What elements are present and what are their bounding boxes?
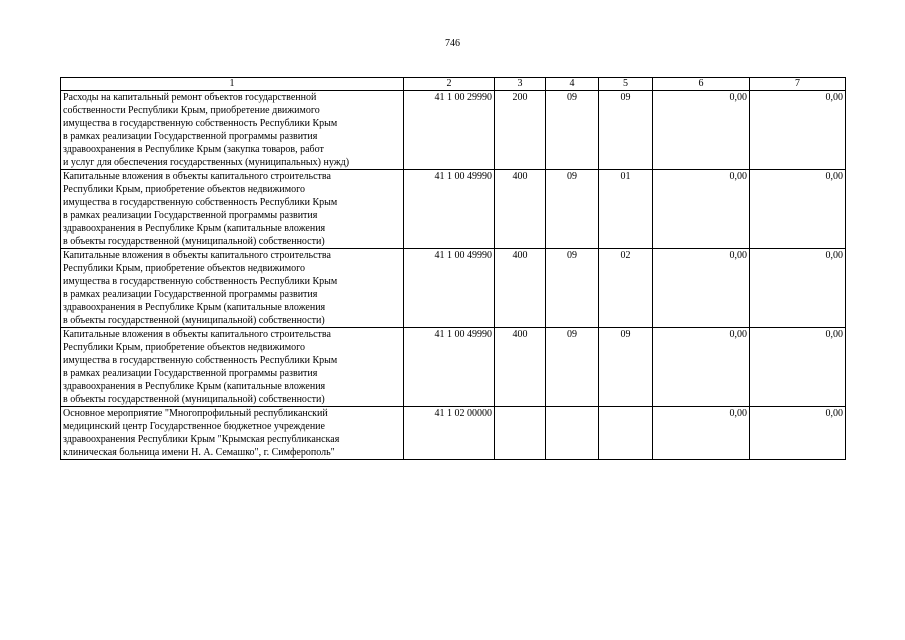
row-amount-col6: 0,00 (653, 91, 750, 170)
row-subsection: 02 (599, 249, 653, 328)
column-header-4: 4 (546, 78, 599, 91)
row-target-code: 41 1 00 29990 (404, 91, 495, 170)
row-expense-type: 400 (495, 249, 546, 328)
row-target-code: 41 1 02 00000 (404, 407, 495, 460)
column-header-6: 6 (653, 78, 750, 91)
row-description: Основное мероприятие "Многопрофильный республиканский медицинский центр Государственное бюджетное учреждение здравоохранения Республики Крым "Крымская республиканская клиническая больница имени Н. А. Семашко", г. Симферополь" (61, 407, 404, 460)
row-amount-col7: 0,00 (750, 249, 846, 328)
page-number: 746 (445, 38, 460, 49)
table-row (61, 407, 846, 460)
row-expense-type: 200 (495, 91, 546, 170)
row-section: 09 (546, 91, 599, 170)
row-description: Капитальные вложения в объекты капитального строительства Республики Крым, приобретение объектов недвижимого имущества в государственную собственность Республики Крым в рамках реализации Государственной программы развития здравоохранения в Республике Крым (капитальные вложения в объекты государственной (муниципальной) собственности) (61, 328, 404, 407)
row-target-code: 41 1 00 49990 (404, 328, 495, 407)
table-row (61, 249, 846, 328)
row-expense-type: 400 (495, 328, 546, 407)
column-header-7: 7 (750, 78, 846, 91)
row-section: 09 (546, 249, 599, 328)
row-subsection: 09 (599, 91, 653, 170)
column-header-1: 1 (61, 78, 404, 91)
row-description: Капитальные вложения в объекты капитального строительства Республики Крым, приобретение объектов недвижимого имущества в государственную собственность Республики Крым в рамках реализации Государственной программы развития здравоохранения в Республике Крым (капитальные вложения в объекты государственной (муниципальной) собственности) (61, 170, 404, 249)
row-target-code: 41 1 00 49990 (404, 249, 495, 328)
header-row (61, 78, 846, 91)
budget-table (60, 77, 846, 460)
row-amount-col7: 0,00 (750, 170, 846, 249)
column-header-2: 2 (404, 78, 495, 91)
row-expense-type (495, 407, 546, 460)
column-header-3: 3 (495, 78, 546, 91)
table-row (61, 170, 846, 249)
row-expense-type: 400 (495, 170, 546, 249)
table-row (61, 328, 846, 407)
row-description: Капитальные вложения в объекты капитального строительства Республики Крым, приобретение объектов недвижимого имущества в государственную собственность Республики Крым в рамках реализации Государственной программы развития здравоохранения в Республике Крым (капитальные вложения в объекты государственной (муниципальной) собственности) (61, 249, 404, 328)
row-subsection: 09 (599, 328, 653, 407)
row-section: 09 (546, 328, 599, 407)
row-subsection: 01 (599, 170, 653, 249)
column-header-5: 5 (599, 78, 653, 91)
row-subsection (599, 407, 653, 460)
row-amount-col6: 0,00 (653, 328, 750, 407)
row-amount-col7: 0,00 (750, 328, 846, 407)
row-description: Расходы на капитальный ремонт объектов государственной собственности Республики Крым, приобретение движимого имущества в государственную собственность Республики Крым в рамках реализации Государственной программы развития здравоохранения в Республике Крым (закупка товаров, работ и услуг для обеспечения государственных (муниципальных) нужд) (61, 91, 404, 170)
row-amount-col6: 0,00 (653, 249, 750, 328)
table-row (61, 91, 846, 170)
row-section: 09 (546, 170, 599, 249)
row-amount-col7: 0,00 (750, 407, 846, 460)
row-target-code: 41 1 00 49990 (404, 170, 495, 249)
row-amount-col7: 0,00 (750, 91, 846, 170)
row-amount-col6: 0,00 (653, 170, 750, 249)
row-amount-col6: 0,00 (653, 407, 750, 460)
row-section (546, 407, 599, 460)
